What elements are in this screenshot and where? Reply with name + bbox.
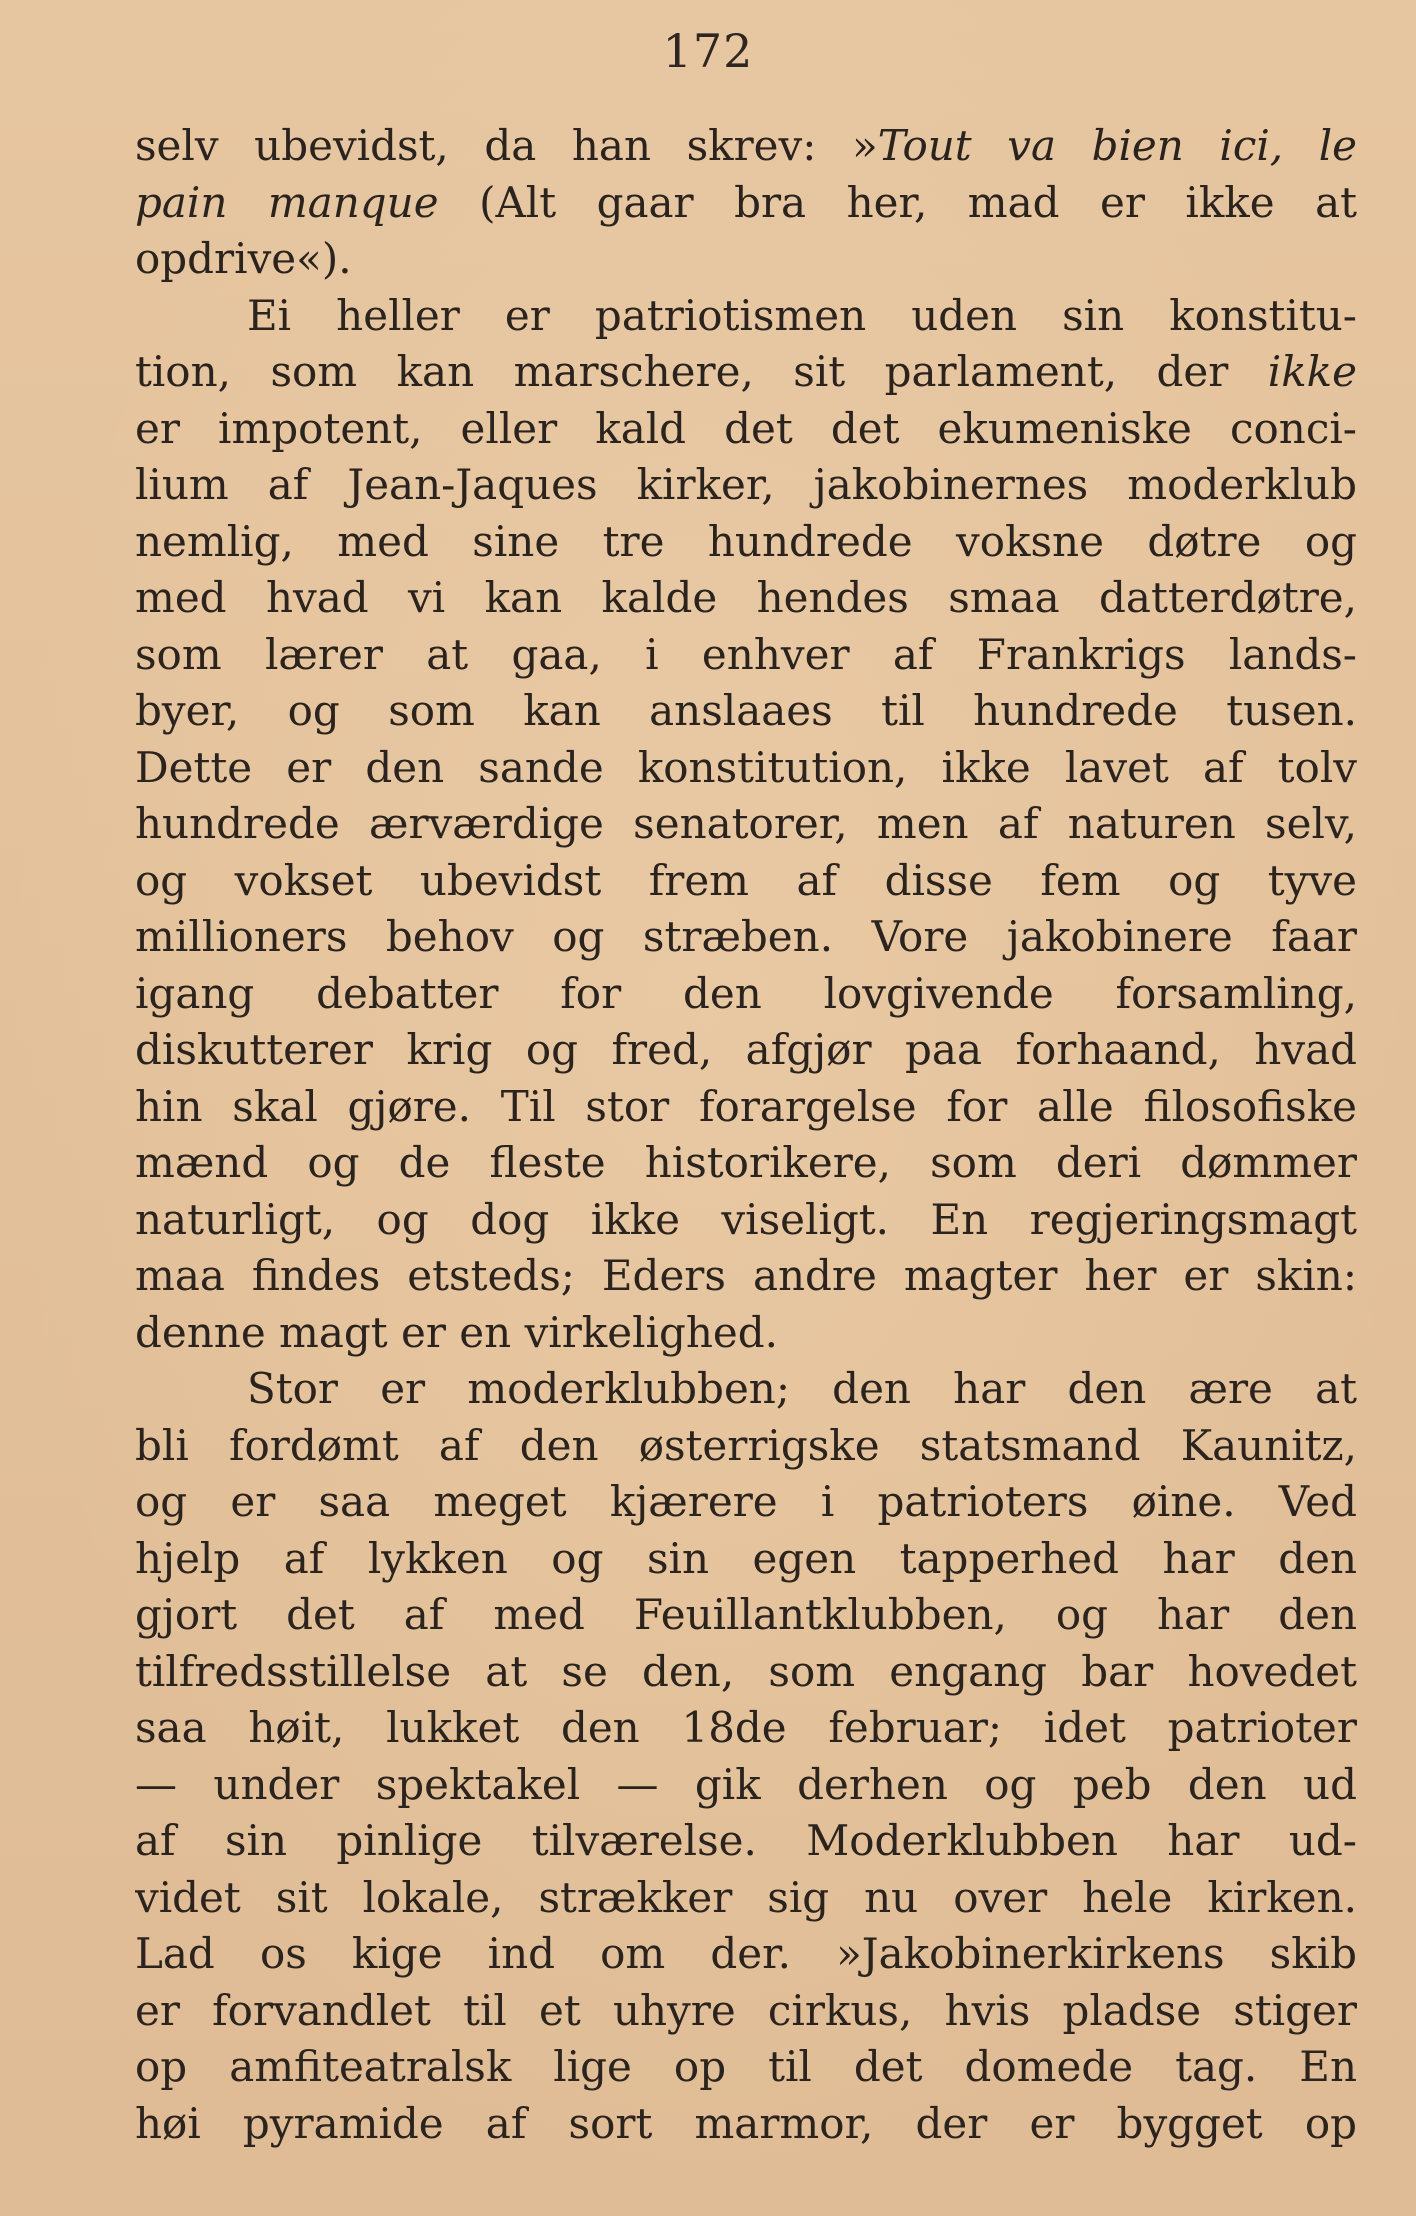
text-line bbox=[135, 1248, 1357, 1305]
text-line bbox=[135, 1926, 1357, 1983]
text-span: selv ubevidst, da han skrev: » bbox=[135, 121, 878, 170]
text-line bbox=[135, 344, 1357, 401]
text-line bbox=[135, 1418, 1357, 1475]
text-span: denne magt er en virkelighed. bbox=[135, 1307, 779, 1357]
text-span: høi pyramide af sort marmor, der er bygget op bbox=[135, 2098, 1357, 2148]
text-span: er impotent, eller kald det det ekumeniske conci- bbox=[135, 403, 1357, 453]
text-line bbox=[135, 1813, 1357, 1870]
text-line bbox=[135, 853, 1357, 910]
text-span: hundrede ærværdige senatorer, men af naturen selv, bbox=[135, 799, 1357, 848]
body-text bbox=[135, 118, 1357, 2152]
text-span: opdrive«). bbox=[135, 234, 352, 283]
text-line bbox=[135, 1474, 1357, 1531]
text-line bbox=[135, 457, 1357, 514]
text-line bbox=[135, 2096, 1357, 2153]
text-span: videt sit lokale, strækker sig nu over hele kirken. bbox=[135, 1872, 1357, 1922]
text-line bbox=[135, 909, 1357, 966]
text-line bbox=[135, 288, 1357, 345]
text-line bbox=[135, 570, 1357, 627]
text-span: med hvad vi kan kalde hendes smaa datterdøtre, bbox=[135, 573, 1357, 622]
text-span: Dette er den sande konstitution, ikke lavet af tolv bbox=[135, 742, 1357, 792]
text-span: Lad os kige ind om der. »Jakobinerkirkens skib bbox=[135, 1929, 1357, 1978]
text-line bbox=[135, 1870, 1357, 1927]
text-span: gjort det af med Feuillantklubben, og har den bbox=[135, 1590, 1357, 1639]
text-line bbox=[135, 1022, 1357, 1079]
text-span: og vokset ubevidst frem af disse fem og tyve bbox=[135, 855, 1357, 905]
text-line bbox=[135, 1700, 1357, 1757]
text-span: Ei heller er patriotismen uden sin konstitu- bbox=[247, 290, 1357, 340]
italic-text: ikke bbox=[1267, 347, 1357, 396]
text-span: af sin pinlige tilværelse. Moderklubben har ud- bbox=[135, 1816, 1357, 1865]
text-line bbox=[135, 1192, 1357, 1249]
page-number: 172 bbox=[662, 24, 754, 78]
text-line bbox=[135, 683, 1357, 740]
text-line bbox=[135, 740, 1357, 797]
text-line bbox=[135, 514, 1357, 571]
text-line bbox=[135, 1757, 1357, 1814]
text-line bbox=[135, 1644, 1357, 1701]
text-span: maa findes etsteds; Eders andre magter her er skin: bbox=[135, 1251, 1357, 1300]
text-span: byer, og som kan anslaaes til hundrede tusen. bbox=[135, 686, 1357, 735]
text-span: nemlig, med sine tre hundrede voksne døtre og bbox=[135, 516, 1357, 566]
text-span: tion, som kan marschere, sit parlament, der bbox=[135, 347, 1268, 396]
text-span: hin skal gjøre. Til stor forargelse for alle filosofiske bbox=[135, 1081, 1357, 1131]
text-span: er forvandlet til et uhyre cirkus, hvis pladse stiger bbox=[135, 1985, 1357, 2035]
text-line bbox=[135, 1361, 1357, 1418]
text-span: Stor er moderklubben; den har den ære at bbox=[247, 1364, 1357, 1413]
text-span: — under spektakel — gik derhen og peb den ud bbox=[135, 1759, 1357, 1809]
text-span: tilfredsstillelse at se den, som engang bar hovedet bbox=[135, 1646, 1357, 1696]
text-line bbox=[135, 1305, 1357, 1362]
text-line bbox=[135, 1079, 1357, 1136]
text-span: millioners behov og stræben. Vore jakobinere faar bbox=[135, 912, 1357, 961]
text-span: (Alt gaar bra her, mad er ikke at bbox=[438, 177, 1357, 227]
italic-text: Tout va bien ici, le bbox=[877, 121, 1357, 170]
text-span: naturligt, og dog ikke viseligt. En regjeringsmagt bbox=[135, 1194, 1357, 1244]
text-span: lium af Jean-Jaques kirker, jakobinernes moderklub bbox=[135, 460, 1357, 509]
text-line bbox=[135, 175, 1357, 232]
text-line bbox=[135, 1587, 1357, 1644]
text-line bbox=[135, 231, 1357, 288]
text-span: som lærer at gaa, i enhver af Frankrigs lands- bbox=[135, 629, 1357, 679]
text-span: saa høit, lukket den 18de februar; idet patrioter bbox=[135, 1703, 1357, 1752]
text-span: diskutterer krig og fred, afgjør paa forhaand, hvad bbox=[135, 1025, 1357, 1074]
text-line bbox=[135, 1135, 1357, 1192]
text-span: mænd og de fleste historikere, som deri dømmer bbox=[135, 1138, 1357, 1187]
text-span: bli fordømt af den østerrigske statsmand Kaunitz, bbox=[135, 1420, 1357, 1470]
text-line bbox=[135, 1531, 1357, 1588]
text-line bbox=[135, 2039, 1357, 2096]
text-line bbox=[135, 1983, 1357, 2040]
text-line bbox=[135, 627, 1357, 684]
text-span: hjelp af lykken og sin egen tapperhed har den bbox=[135, 1533, 1357, 1583]
text-span: og er saa meget kjærere i patrioters øine. Ved bbox=[135, 1477, 1357, 1526]
text-line bbox=[135, 966, 1357, 1023]
text-line bbox=[135, 118, 1357, 175]
text-line bbox=[135, 401, 1357, 458]
italic-text: pain manque bbox=[135, 177, 439, 227]
text-span: op amfiteatralsk lige op til det domede tag. En bbox=[135, 2042, 1357, 2091]
text-line bbox=[135, 796, 1357, 853]
text-span: igang debatter for den lovgivende forsamling, bbox=[135, 968, 1357, 1018]
